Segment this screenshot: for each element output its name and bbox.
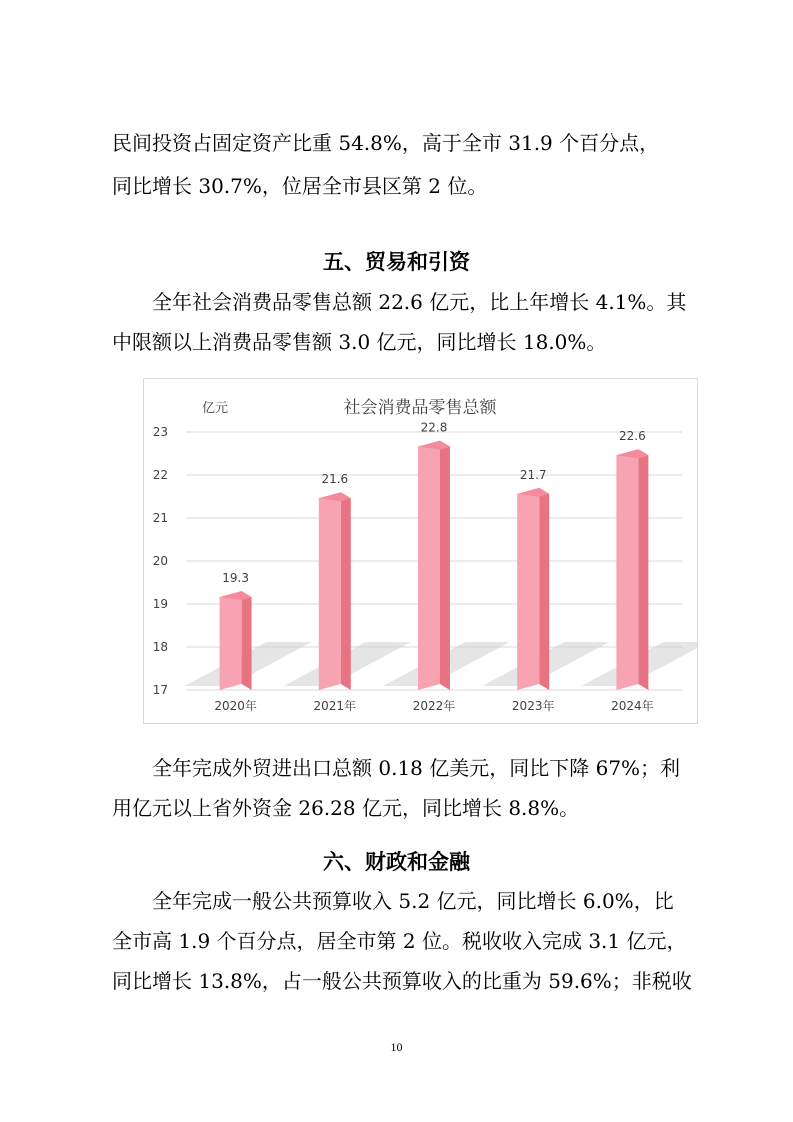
bar <box>319 492 341 690</box>
x-tick-label: 2020年 <box>214 699 257 713</box>
bar-side <box>539 488 549 690</box>
y-tick-label: 19 <box>152 597 168 611</box>
paragraph-line: 民间投资占固定资产比重 54.8%，高于全市 31.9 个百分点， <box>112 131 660 155</box>
paragraph-line: 同比增长 30.7%，位居全市县区第 2 位。 <box>112 174 488 198</box>
bar <box>418 441 440 690</box>
y-tick-label: 17 <box>152 683 168 697</box>
paragraph-line: 全年完成一般公共预算收入 5.2 亿元，同比增长 6.0%，比 <box>152 889 674 913</box>
data-label: 22.6 <box>619 429 646 444</box>
paragraph-line: 同比增长 13.8%，占一般公共预算收入的比重为 59.6%；非税收 <box>112 969 692 993</box>
data-label: 19.3 <box>222 571 249 586</box>
bar-side <box>638 449 648 690</box>
section-heading-trade: 五、贸易和引资 <box>323 250 470 274</box>
data-label: 21.6 <box>321 472 349 487</box>
x-tick-label: 2024年 <box>611 699 654 713</box>
paragraph-line: 全市高 1.9 个百分点，居全市第 2 位。税收收入完成 3.1 亿元， <box>112 929 687 953</box>
chart-y-unit: 亿元 <box>202 401 229 416</box>
bar-side <box>242 591 252 690</box>
y-tick-label: 18 <box>152 640 168 654</box>
paragraph-line: 用亿元以上省外资金 26.28 亿元，同比增长 8.8%。 <box>112 796 580 820</box>
page-number: 10 <box>390 1040 403 1054</box>
paragraph-line: 中限额以上消费品零售额 3.0 亿元，同比增长 18.0%。 <box>112 330 607 354</box>
y-tick-label: 20 <box>152 554 168 568</box>
bar <box>616 449 638 690</box>
y-tick-label: 23 <box>152 425 168 439</box>
x-tick-label: 2021年 <box>313 699 357 713</box>
bar-side <box>440 441 450 690</box>
x-tick-label: 2022年 <box>412 699 456 713</box>
bar-side <box>341 492 351 690</box>
bar <box>517 488 539 690</box>
x-tick-label: 2023年 <box>511 699 555 713</box>
y-tick-label: 22 <box>152 468 168 482</box>
paragraph-line: 全年完成外贸进出口总额 0.18 亿美元，同比下降 67%；利 <box>152 756 681 780</box>
chart-svg <box>144 379 697 723</box>
chart-title: 社会消费品零售总额 <box>343 398 497 418</box>
retail-sales-chart <box>143 378 698 724</box>
data-label: 21.7 <box>519 467 547 482</box>
section-heading-finance: 六、财政和金融 <box>323 850 470 874</box>
bar <box>220 591 242 690</box>
y-tick-label: 21 <box>152 511 168 525</box>
paragraph-line: 全年社会消费品零售总额 22.6 亿元，比上年增长 4.1%。其 <box>152 290 687 314</box>
data-label: 22.8 <box>420 420 448 435</box>
